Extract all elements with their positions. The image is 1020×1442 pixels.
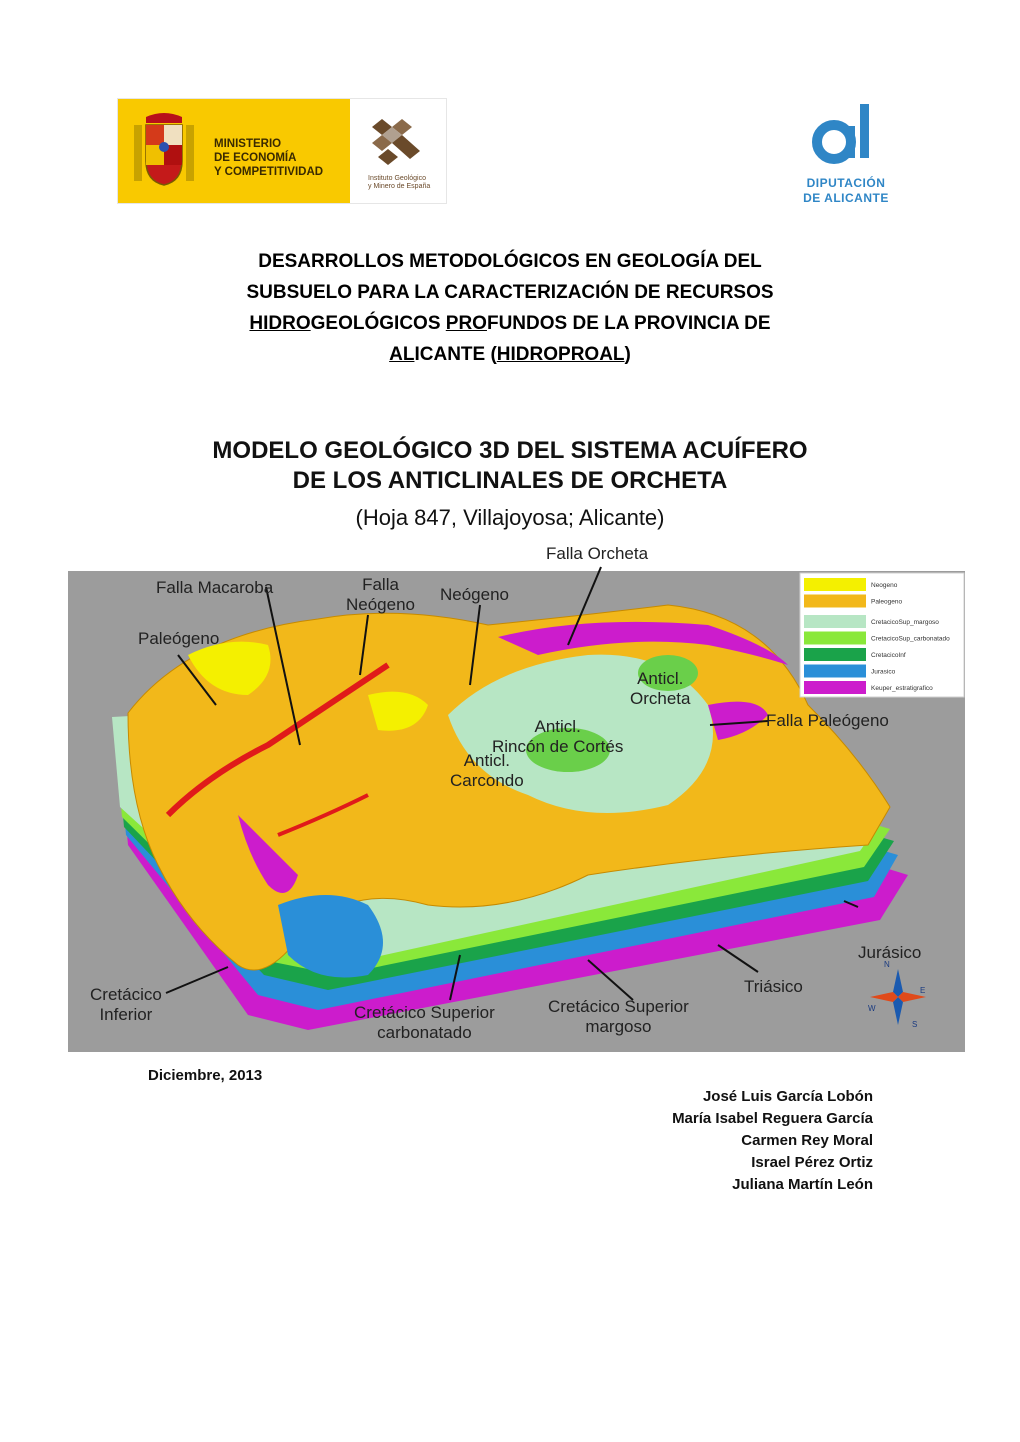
label-cretacico-inferior bbox=[90, 985, 162, 1025]
compass-s: S bbox=[912, 1020, 918, 1029]
label-line: carbonatado bbox=[377, 1023, 472, 1042]
legend-label: Neogeno bbox=[871, 582, 898, 589]
label-falla-neogeno bbox=[346, 575, 415, 615]
label-line: margoso bbox=[585, 1017, 652, 1036]
acronym-part: AL bbox=[389, 344, 415, 365]
label-line: Neógeno bbox=[346, 595, 416, 614]
legend-label: Paleogeno bbox=[871, 598, 903, 606]
main-title bbox=[110, 436, 910, 496]
main-title-line: DE LOS ANTICLINALES DE ORCHETA bbox=[292, 467, 728, 494]
label-anticl-orcheta bbox=[630, 669, 690, 709]
igme-line: y Minero de España bbox=[368, 183, 431, 190]
author-name: Carmen Rey Moral bbox=[741, 1132, 873, 1149]
label-line: Cretácico Superior bbox=[354, 1003, 495, 1022]
legend-swatch bbox=[804, 681, 866, 694]
legend-label: CretacicoInf bbox=[871, 652, 906, 659]
project-title-line bbox=[140, 339, 880, 370]
geological-model-illustration bbox=[68, 545, 965, 1052]
label-jurasico: Jurásico bbox=[858, 943, 922, 962]
legend-label: CretacicoSup_carbonatado bbox=[871, 635, 950, 643]
report-date: Diciembre, 2013 bbox=[148, 1067, 263, 1084]
label-falla-paleogeno: Falla Paleógeno bbox=[766, 711, 889, 730]
compass-w: W bbox=[868, 1004, 876, 1013]
igme-logo bbox=[350, 99, 446, 203]
title-text: ) bbox=[624, 344, 631, 365]
label-neogeno: Neógeno bbox=[440, 585, 510, 604]
igme-mark-icon bbox=[368, 117, 424, 169]
coat-of-arms-icon bbox=[132, 111, 196, 191]
legend-swatch bbox=[804, 615, 866, 628]
label-line: Carcondo bbox=[450, 771, 524, 790]
legend-swatch bbox=[804, 665, 866, 678]
igme-line: Instituto Geológico bbox=[368, 175, 426, 182]
label-paleogeno: Paleógeno bbox=[138, 629, 220, 648]
main-title-line: MODELO GEOLÓGICO 3D DEL SISTEMA ACUÍFERO bbox=[212, 437, 808, 464]
acronym-part: HIDROPROAL bbox=[496, 344, 625, 365]
diputacion-line: DE ALICANTE bbox=[803, 191, 889, 205]
author-name: Israel Pérez Ortiz bbox=[751, 1154, 873, 1171]
legend-swatch bbox=[804, 595, 866, 608]
project-title-line: SUBSUELO PARA LA CARACTERIZACIÓN DE RECURSOS bbox=[246, 282, 774, 303]
title-text: GEOLÓGICOS bbox=[310, 313, 446, 334]
title-text: ICANTE ( bbox=[414, 344, 497, 365]
title-text: FUNDOS DE LA PROVINCIA DE bbox=[486, 313, 771, 334]
label-cretacico-sup-margoso bbox=[548, 997, 689, 1037]
authors-list bbox=[560, 1086, 873, 1196]
label-cretacico-sup-carbonatado bbox=[354, 1003, 495, 1043]
legend-swatch bbox=[804, 648, 866, 661]
label-line: Anticl. bbox=[637, 669, 684, 688]
label-triasico: Triásico bbox=[744, 977, 803, 996]
label-falla-macaroba: Falla Macaroba bbox=[156, 578, 274, 597]
igme-name bbox=[368, 175, 430, 191]
label-line: Anticl. bbox=[463, 751, 510, 770]
legend-label: Jurasico bbox=[871, 668, 896, 676]
ministerio-line: DE ECONOMÍA bbox=[214, 152, 297, 164]
project-title-line: DESARROLLOS METODOLÓGICOS EN GEOLOGÍA DEL bbox=[258, 251, 762, 272]
author-name: María Isabel Reguera García bbox=[672, 1110, 873, 1127]
label-line: Cretácico bbox=[90, 985, 162, 1004]
legend-swatch bbox=[804, 632, 866, 645]
diputacion-logo bbox=[792, 98, 900, 213]
acronym-part: PRO bbox=[445, 313, 487, 334]
acronym-part: HIDRO bbox=[249, 313, 311, 334]
ministerio-line: Y COMPETITIVIDAD bbox=[214, 166, 324, 178]
project-title bbox=[140, 246, 880, 370]
compass-n: N bbox=[884, 960, 890, 969]
label-line: Falla bbox=[362, 575, 399, 594]
project-title-line bbox=[140, 308, 880, 339]
ministerio-logo bbox=[117, 98, 447, 204]
diputacion-name bbox=[792, 176, 900, 206]
ministerio-line: MINISTERIO bbox=[214, 138, 282, 150]
label-falla-orcheta: Falla Orcheta bbox=[546, 544, 649, 563]
subtitle: (Hoja 847, Villajoyosa; Alicante) bbox=[355, 505, 665, 530]
label-line: Inferior bbox=[99, 1005, 153, 1024]
legend bbox=[800, 573, 964, 697]
author-name: José Luis García Lobón bbox=[702, 1088, 873, 1105]
geological-model-figure bbox=[68, 545, 965, 1052]
legend-swatch bbox=[804, 578, 866, 591]
label-line: Rincón de Cortés bbox=[492, 737, 624, 756]
compass-e: E bbox=[920, 986, 926, 995]
label-anticl-carcondo bbox=[450, 751, 524, 791]
ministerio-name bbox=[214, 137, 323, 179]
label-line: Cretácico Superior bbox=[548, 997, 689, 1016]
legend-label: Keuper_estratigrafico bbox=[871, 685, 933, 692]
diputacion-line: DIPUTACIÓN bbox=[806, 176, 886, 190]
label-line: Anticl. bbox=[534, 717, 581, 736]
diputacion-al-icon bbox=[810, 98, 880, 168]
label-line: Orcheta bbox=[630, 689, 691, 708]
ministerio-logo-band bbox=[118, 99, 350, 203]
legend-label: CretacicoSup_margoso bbox=[871, 619, 939, 626]
author-name: Juliana Martín León bbox=[732, 1176, 873, 1193]
